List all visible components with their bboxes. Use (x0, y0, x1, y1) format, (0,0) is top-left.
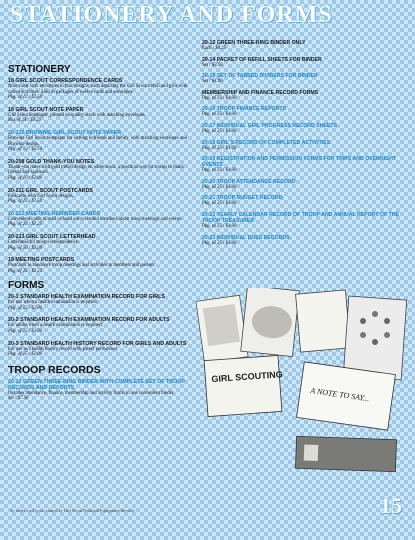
item-title: 20-3 STANDARD HEALTH HISTORY RECORD FOR GIRLS AND ADULTS (8, 340, 187, 347)
list-item (8, 257, 198, 274)
item-title: 20-2 STANDARD HEALTH EXAMINATION RECORD FOR ADULTS (8, 317, 170, 324)
item-price: Pkg. of 50 / $2.00 (8, 245, 43, 251)
item-price: Pkg. of 10 / $2.00 (8, 175, 43, 181)
item-title: 20-17 INDIVIDUAL GIRL PROGRESS RECORD SHEETS (202, 122, 337, 129)
item-title: 20-23 INDIVIDUAL DUES RECORDS (202, 234, 290, 241)
item-price: Pkg. of 12 / $1.50 (8, 147, 43, 153)
list-item (202, 40, 407, 52)
list-item (8, 211, 198, 228)
list-item (8, 341, 198, 358)
item-description: Thank-you notes with gold trefoil design on white stock, a practical way for troops to thank friends and sponsors. (8, 164, 184, 176)
item-title: 20-1 STANDARD HEALTH EXAMINATION RECORD FOR GIRLS (8, 294, 165, 301)
list-item (202, 179, 407, 191)
list-item (8, 78, 198, 101)
list-item (202, 57, 407, 69)
item-title: MEMBERSHIP AND FINANCE RECORD FORMS (202, 89, 319, 96)
item-description: Brownie Girl Scout notepaper for writing to friends and family, with matching envelopes and Brownie design. (8, 135, 187, 147)
list-item (8, 107, 198, 124)
record-forms-list (202, 40, 407, 246)
item-price: Pkg. of 25 / $1.00 (202, 112, 237, 118)
item-title: 20-19 REGISTRATION AND PERMISSION FORMS FOR TRIPS AND OVERNIGHT EVENTS (202, 156, 397, 169)
item-description: For use when a health examination is required. (8, 300, 98, 306)
item-price: Pkg. of 25 / $1.00 (202, 95, 237, 101)
item-title: 18 GIRL SCOUT NOTE PAPER (8, 106, 84, 113)
item-title: 18 MEETING POSTCARDS (8, 257, 75, 264)
item-price: Pkg. of 25 / $1.00 (202, 168, 237, 174)
item-title: 20-22 YEARLY CALENDAR RECORD OF TROOP AND ANNUAL REPORT OF THE TROOP TREASURER (202, 211, 400, 224)
item-price: Box of 24 / $3.25 (8, 118, 41, 124)
item-description: Note cards with envelopes in four designs, each depicting the Girl Scout trefoil and girls with varied activities. Sold in packages of twelve cards and envelopes. (8, 84, 188, 95)
item-price: Pkg. of 25 / $1.00 (8, 329, 43, 335)
item-price: Pkg. of 25 / $1.00 (202, 128, 237, 134)
list-item (8, 188, 198, 205)
list-item (202, 156, 407, 174)
list-item (202, 90, 407, 102)
item-title: 20-12 GREEN THREE-RING BINDER ONLY (202, 40, 306, 46)
trefoil-card (343, 296, 406, 380)
item-price: Pkg. of 25 / $1.25 (8, 268, 43, 274)
list-item (202, 195, 407, 207)
section-heading-stationery: STATIONERY (8, 64, 71, 75)
list-item (202, 123, 407, 135)
stationery-card (296, 290, 351, 352)
item-title: 20-12 GREEN THREE-RING BINDER WITH COMPLETE SET OF TROOP RECORDS AND REPORTS (8, 378, 185, 391)
item-price: Pkg. of 25 / $1.00 (202, 240, 237, 246)
forms-list (8, 294, 198, 358)
item-title: 20-20 TROOP ATTENDANCE RECORD (202, 178, 296, 185)
item-title: 20-210 BROWNIE GIRL SCOUT NOTE PAPER (8, 129, 122, 136)
item-title: 20-16 TROOP FINANCE REPORTS (202, 106, 287, 113)
item-description: Includes attendance, finance, membership and activity forms in one convenient binder. (8, 390, 175, 396)
item-description: Convenient cards to mail or hand out to remind members about troop meetings and events. (8, 216, 183, 222)
item-price: Pkg. of 25 / $1.50 (8, 199, 43, 205)
item-title: 18 GIRL SCOUT CORRESPONDENCE CARDS (8, 78, 123, 84)
stationery-list (8, 78, 198, 274)
item-description: Girl Scout notepaper, printed on quality stock with matching envelopes. (8, 112, 146, 118)
item-price: Set / $1.00 (202, 79, 223, 85)
list-item (8, 294, 198, 311)
item-price: Pkg. of 25 / $1.00 (202, 201, 237, 207)
item-title: 20-15 SET OF TABBED DIVIDERS FOR BINDER (202, 73, 318, 80)
item-title: 20-21 TROOP BUDGET RECORD (202, 195, 283, 202)
item-title: 20-211 GIRL SCOUT POSTCARDS (8, 187, 93, 194)
list-item (202, 73, 407, 85)
item-price: Pkg. of 25 / $1.00 (202, 223, 237, 229)
item-title: 20-213 GIRL SCOUT LETTERHEAD (8, 233, 96, 240)
item-price: Set / $7.50 (8, 396, 29, 402)
item-description: For use as a health history record with parent permission. (8, 346, 119, 352)
item-price: Pkg. of 25 / $1.25 (8, 222, 43, 228)
girl-scouting-text: GIRL SCOUTING (211, 369, 283, 385)
item-description: Postcards with Girl Scout designs. (8, 193, 74, 199)
list-item (202, 235, 407, 247)
item-price: Pkg. of 25 / $1.00 (202, 184, 237, 190)
list-item (8, 130, 198, 153)
item-description: For adults when a health examination is required. (8, 323, 103, 329)
item-price: Pkg. of 25 / $1.00 (202, 145, 237, 151)
item-price: Each / $4.25 (202, 46, 227, 51)
list-item (202, 212, 407, 230)
brochure-illustration (203, 304, 240, 346)
list-item (8, 317, 198, 334)
item-title: 20-14 PACKET OF REFILL SHEETS FOR BINDER (202, 56, 322, 63)
list-item (8, 159, 198, 182)
left-column (8, 60, 198, 408)
product-photo (196, 288, 410, 476)
item-title: 20-208 GOLD THANK-YOU NOTES (8, 158, 95, 165)
list-item (202, 140, 407, 152)
item-title: 20-212 MEETING REMINDER CARDS (8, 210, 101, 217)
footer-note: To order, call your council or Girl Scout National Equipment Service. (10, 508, 136, 513)
section-heading-troop-records: TROOP RECORDS (8, 363, 101, 376)
item-description: Postcards to announce troop meetings and activities to members and parents. (8, 263, 156, 269)
girl-scouting-card (204, 355, 282, 416)
troop-records-intro (8, 379, 198, 402)
list-item (202, 106, 407, 118)
page-number: 15 (380, 493, 402, 518)
item-price: Pkg. of 12 / $2.50 (8, 95, 43, 101)
item-price: Pkg. of 25 / $1.00 (8, 305, 43, 311)
item-title: 20-18 GIRL'S RECORD OF COMPLETED ACTIVITIES (202, 139, 331, 146)
item-price: Pkg. of 25 / $1.00 (8, 352, 43, 358)
a-note-text: A NOTE TO SAY... (309, 386, 370, 404)
list-item (8, 234, 198, 251)
binder-label (304, 445, 319, 461)
section-heading-forms: FORMS (8, 280, 45, 292)
right-column (202, 40, 407, 251)
page-title: STATIONERY AND FORMS (10, 2, 333, 28)
item-price: Set / $3.50 (202, 62, 223, 68)
item-description: Letterhead for troop correspondence. (8, 239, 80, 245)
